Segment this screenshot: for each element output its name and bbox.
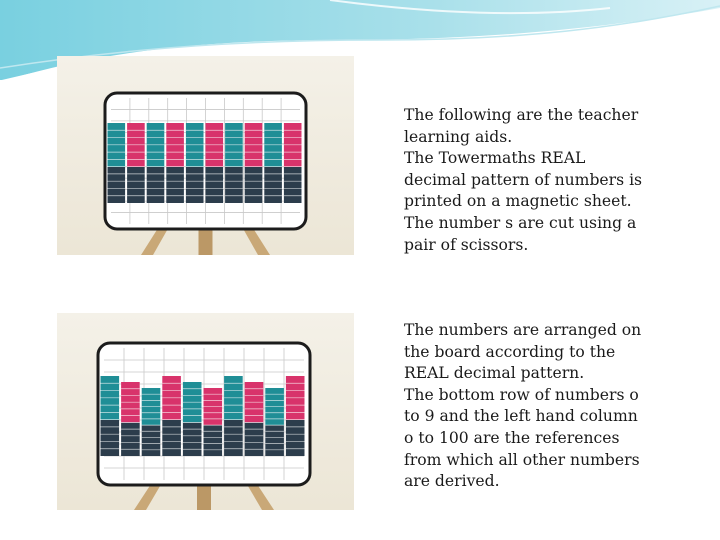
text-line: The following are the teacher [404,106,639,124]
text-line: The numbers are arranged on [404,321,642,339]
number-tile-column [121,423,140,456]
text-line: printed on a magnetic sheet. [404,192,632,211]
number-tile-column [224,420,243,456]
number-tile-column [245,167,263,203]
number-tile-column [264,167,282,203]
number-tile-column [206,167,224,203]
number-tile-column [142,425,161,456]
number-tile-column [284,167,302,203]
number-tile-column [286,420,305,456]
board-illustration [57,313,354,510]
text-line: REAL decimal pattern. [404,364,585,383]
number-tile-column [162,420,181,456]
text-line: The Towermaths REAL [404,149,586,168]
text-line: pair of scissors. [404,235,529,254]
text-line: learning aids. [404,127,513,146]
text-line: The number s are cut using a [404,213,637,232]
description-text-1 [404,105,704,256]
number-tile-column [166,167,184,203]
text-line: o to 100 are the references [404,428,620,447]
number-tile-column [127,167,145,203]
number-tile-column [147,167,165,203]
number-tile-column [186,167,204,203]
board-illustration [57,56,354,255]
number-tile-column [245,423,264,456]
text-line: The bottom row of numbers o [404,385,639,404]
number-tile-column [183,423,202,456]
text-line: the board according to the [404,342,616,361]
number-tile-column [265,425,284,456]
text-line: are derived. [404,472,500,491]
number-tile-column [108,167,126,203]
number-tile-column [101,420,120,456]
number-tile-column [225,167,243,203]
description-text-2 [404,320,704,493]
text-line: to 9 and the left hand column [404,407,638,426]
number-tile-column [204,425,223,456]
photo-arranged-board [57,313,354,510]
photo-magnetic-sheet [57,56,354,255]
text-line: from which all other numbers [404,450,640,469]
text-line: decimal pattern of numbers is [404,170,643,189]
